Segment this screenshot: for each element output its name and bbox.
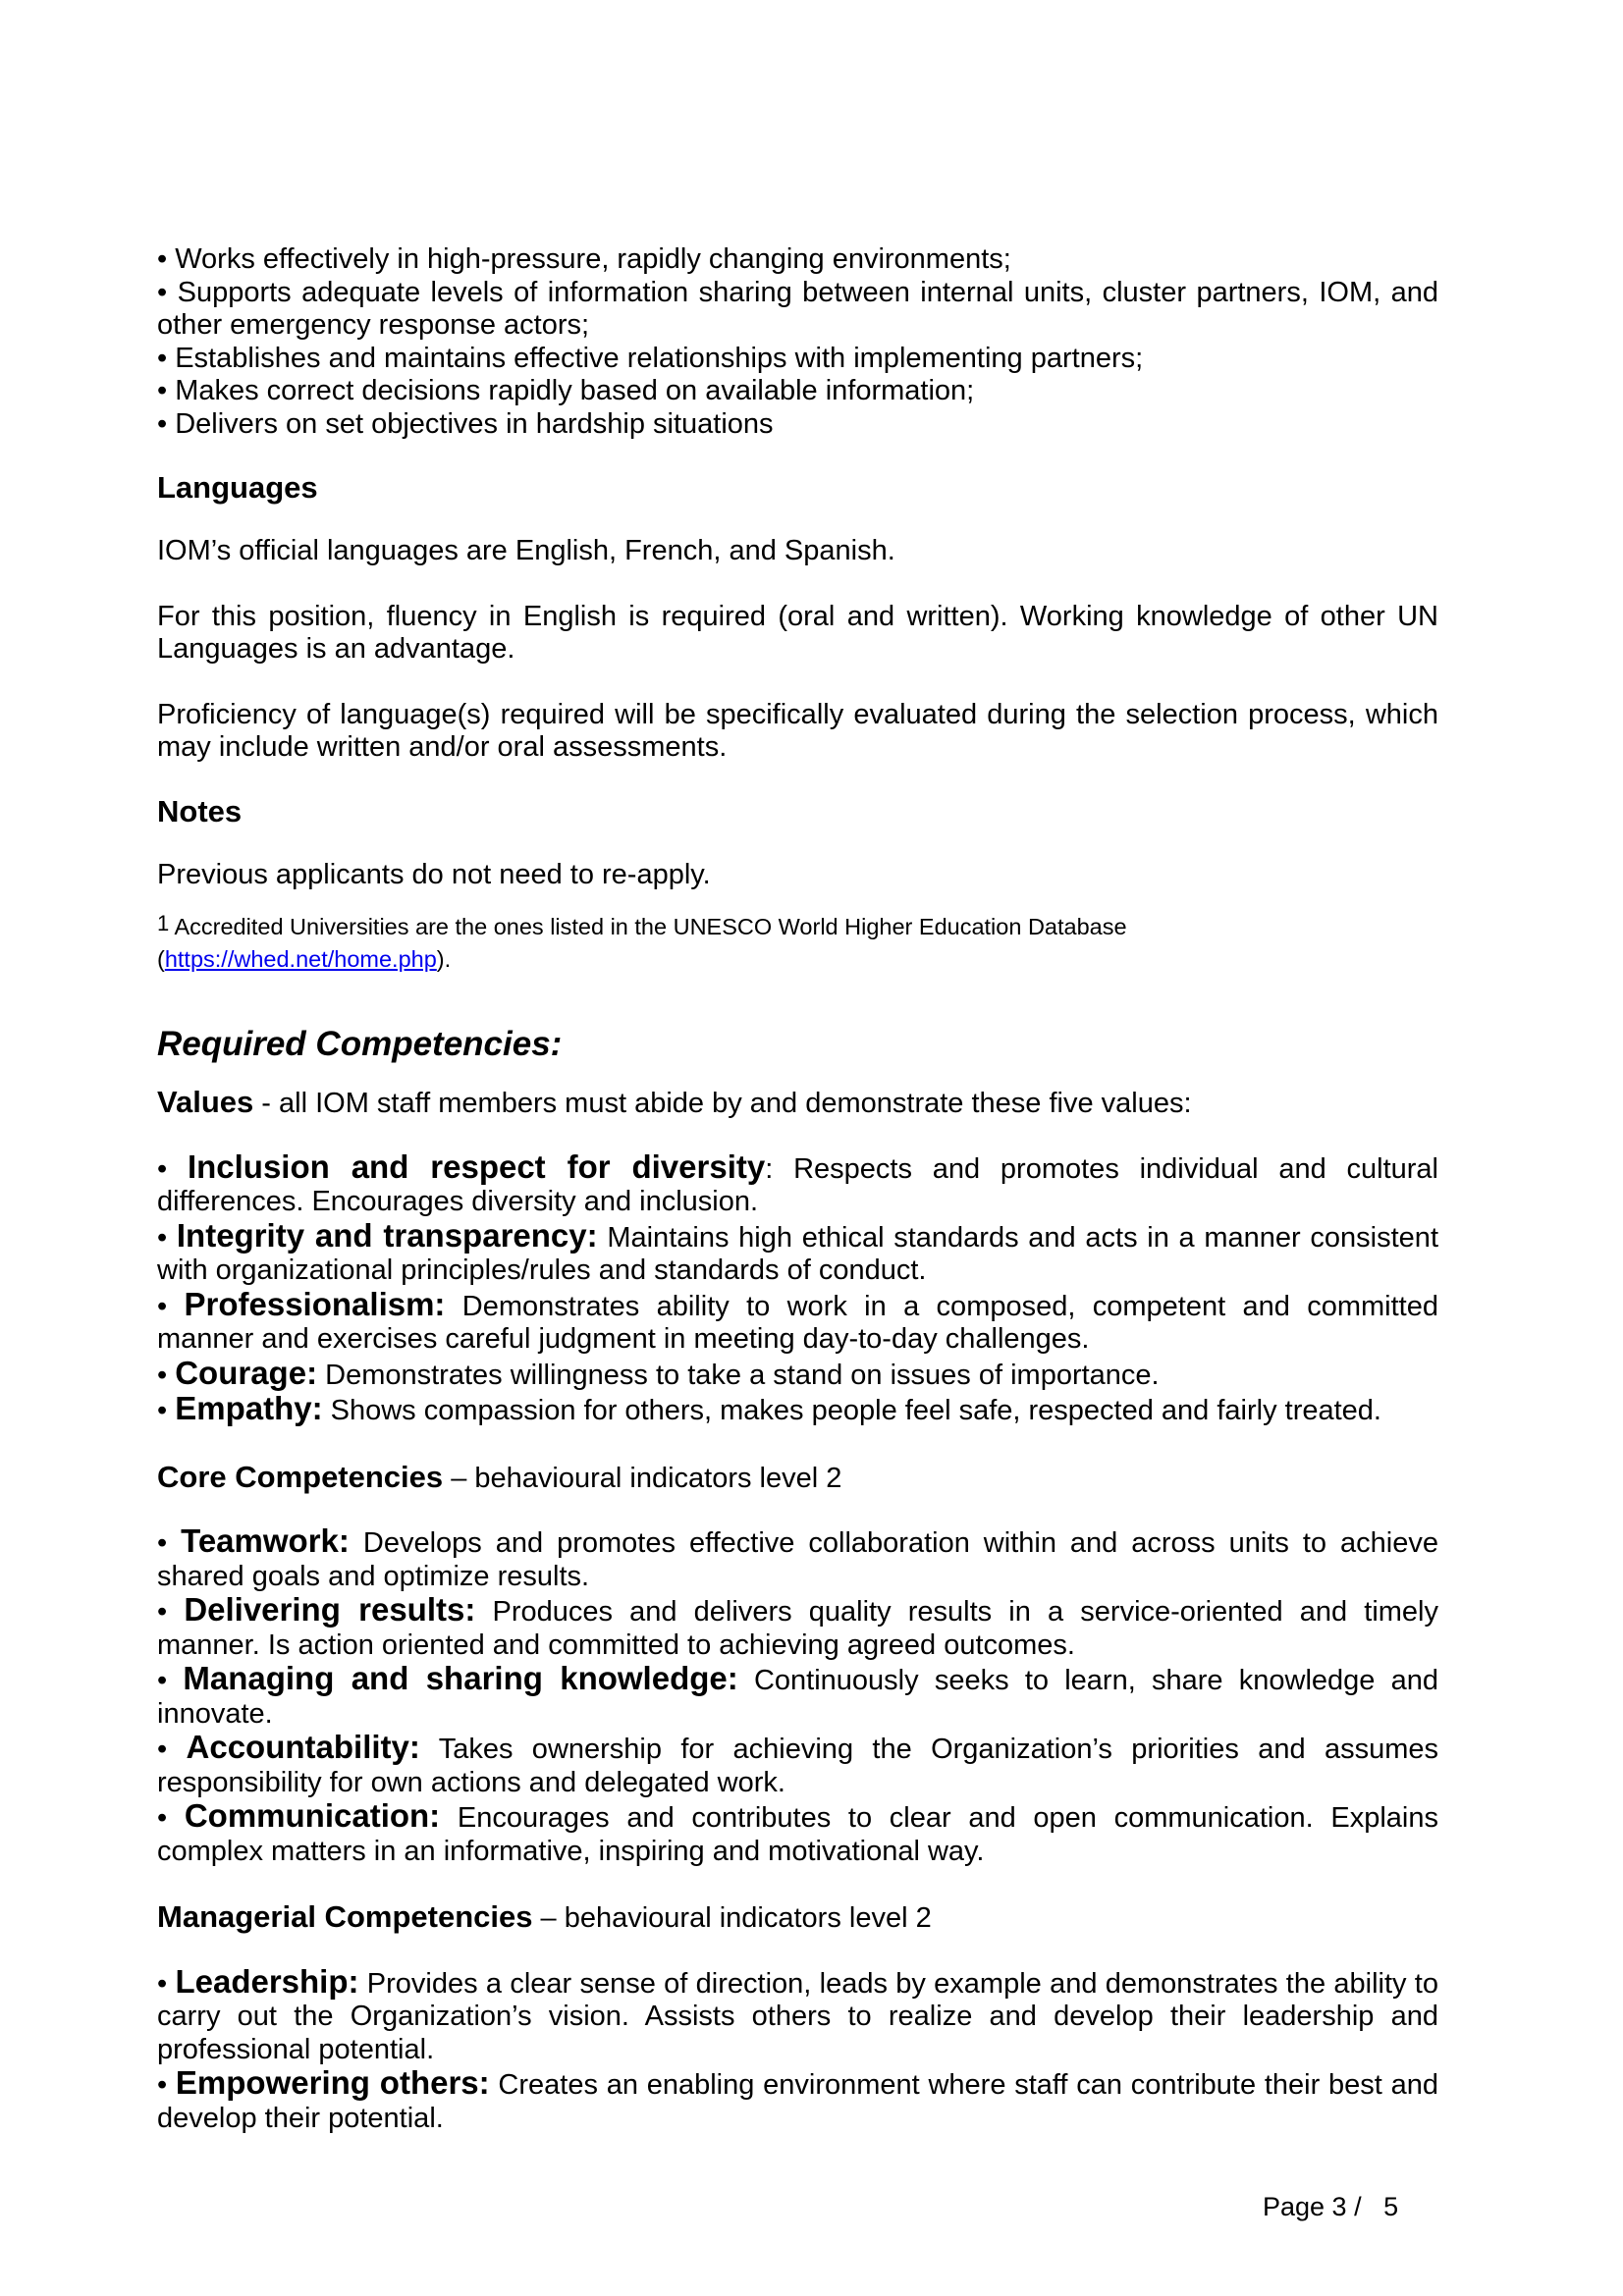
values-title: Values bbox=[157, 1085, 254, 1119]
footnote-open-paren: ( bbox=[157, 946, 165, 972]
bullet: • bbox=[157, 1527, 182, 1559]
languages-paragraph-3: Proficiency of language(s) required will be specifically evaluated during the selection process, which may include written and/or oral assessments. bbox=[157, 698, 1438, 763]
competency-term: Communication: bbox=[184, 1797, 441, 1834]
list-item bbox=[157, 1962, 1438, 2067]
footnote bbox=[157, 911, 1438, 976]
list-item bbox=[157, 1392, 1438, 1428]
languages-paragraph-2: For this position, fluency in English is required (oral and written). Working knowledge of other UN Languages is an advantage. bbox=[157, 600, 1438, 665]
core-competencies-list bbox=[157, 1524, 1438, 1868]
intro-bullet-list bbox=[157, 243, 1438, 441]
competency-text: Provides a clear sense of direction, leads by example and demonstrates the ability to carry out the Organization’s vision. Assists others to realize and develop their leadership and professional potential. bbox=[157, 1967, 1438, 2065]
value-text: Demonstrates willingness to take a stand on issues of importance. bbox=[317, 1359, 1160, 1391]
list-item: • Delivers on set objectives in hardship situations bbox=[157, 407, 774, 440]
list-item: • Supports adequate levels of information sharing between internal units, cluster partners, IOM, and other emergency response actors; bbox=[157, 276, 1438, 341]
competency-term: Accountability: bbox=[186, 1729, 420, 1765]
value-text: Maintains high ethical standards and acts in a manner consistent with organizational principles/rules and standards of conduct. bbox=[157, 1221, 1438, 1286]
list-item bbox=[157, 1285, 1438, 1357]
page-number: Page 3 / 5 bbox=[1263, 2192, 1399, 2221]
competency-term: Empowering others: bbox=[175, 2064, 490, 2101]
footnote-close-paren: ). bbox=[436, 946, 452, 972]
values-list bbox=[157, 1150, 1438, 1428]
value-term: Professionalism: bbox=[184, 1285, 446, 1322]
notes-paragraph: Previous applicants do not need to re-apply. bbox=[157, 858, 711, 890]
languages-heading: Languages bbox=[157, 470, 318, 505]
bullet: • bbox=[157, 1734, 187, 1765]
list-item bbox=[157, 1216, 1438, 1288]
list-item bbox=[157, 1524, 1438, 1593]
bullet: • bbox=[157, 1596, 185, 1628]
list-item: • Establishes and maintains effective relationships with implementing partners; bbox=[157, 342, 1144, 374]
document-page bbox=[157, 243, 1438, 2135]
competency-term: Managing and sharing knowledge: bbox=[183, 1660, 738, 1696]
value-term: Inclusion and respect for diversity bbox=[187, 1148, 766, 1185]
footnote-marker: 1 bbox=[157, 911, 170, 935]
whed-link[interactable]: https://whed.net/home.php bbox=[164, 946, 437, 972]
list-item bbox=[157, 1731, 1438, 1799]
bullet: • bbox=[157, 2069, 176, 2101]
competency-term: Teamwork: bbox=[181, 1522, 350, 1559]
value-term: Integrity and transparency: bbox=[176, 1216, 598, 1254]
list-item bbox=[157, 1354, 1438, 1393]
values-intro-text: - all IOM staff members must abide by and demonstrate these five values: bbox=[253, 1088, 1192, 1119]
list-item bbox=[157, 1662, 1438, 1731]
competency-text: Continuously seeks to learn, share knowledge and innovate. bbox=[157, 1665, 1439, 1730]
bullet: • bbox=[157, 1395, 176, 1426]
competency-term: Leadership: bbox=[175, 1962, 359, 2000]
bullet: • bbox=[157, 1152, 188, 1185]
core-competencies-intro bbox=[157, 1461, 1438, 1496]
managerial-competencies-intro-text: – behavioural indicators level 2 bbox=[532, 1902, 932, 1934]
core-competencies-title: Core Competencies bbox=[157, 1459, 444, 1494]
values-intro bbox=[157, 1086, 1438, 1121]
list-item: • Makes correct decisions rapidly based on available information; bbox=[157, 375, 975, 406]
list-item: • Works effectively in high-pressure, rapidly changing environments; bbox=[157, 243, 1011, 275]
bullet: • bbox=[157, 1967, 176, 2000]
languages-paragraph-1: IOM’s official languages are English, French, and Spanish. bbox=[157, 535, 895, 566]
managerial-competencies-list bbox=[157, 1962, 1438, 2136]
bullet: • bbox=[157, 1359, 176, 1391]
competency-text: Takes ownership for achieving the Organization’s priorities and assumes responsibility for own actions and delegated work. bbox=[157, 1734, 1438, 1798]
list-item bbox=[157, 1593, 1438, 1662]
bullet: • bbox=[157, 1290, 185, 1322]
bullet: • bbox=[157, 1665, 184, 1696]
value-term: Courage: bbox=[175, 1354, 318, 1391]
managerial-competencies-intro bbox=[157, 1900, 1438, 1936]
list-item bbox=[157, 1799, 1438, 1868]
competency-text: Encourages and contributes to clear and open communication. Explains complex matters in an informative, inspiring and motivational way. bbox=[157, 1802, 1438, 1867]
required-competencies-heading: Required Competencies: bbox=[157, 1025, 563, 1063]
list-item bbox=[157, 2066, 1438, 2135]
value-text: Shows compassion for others, makes people feel safe, respected and fairly treated. bbox=[322, 1395, 1381, 1426]
competency-text: Creates an enabling environment where staff can contribute their best and develop their potential. bbox=[157, 2069, 1438, 2134]
competency-term: Delivering results: bbox=[184, 1591, 476, 1628]
core-competencies-intro-text: – behavioural indicators level 2 bbox=[443, 1462, 842, 1494]
bullet: • bbox=[157, 1802, 185, 1834]
value-text: : Respects and promotes individual and cultural differences. Encourages diversity and inclusion. bbox=[157, 1152, 1438, 1217]
bullet: • bbox=[157, 1221, 177, 1254]
list-item bbox=[157, 1150, 1438, 1219]
value-text: Demonstrates ability to work in a composed, competent and committed manner and exercises careful judgment in meeting day-to-day challenges. bbox=[157, 1290, 1438, 1355]
value-term: Empathy: bbox=[175, 1390, 323, 1426]
managerial-competencies-title: Managerial Competencies bbox=[157, 1899, 533, 1934]
footnote-text: Accredited Universities are the ones listed in the UNESCO World Higher Education Database bbox=[174, 914, 1127, 939]
competency-text: Produces and delivers quality results in a service-oriented and timely manner. Is action oriented and committed to achieving agreed outcomes. bbox=[157, 1596, 1438, 1661]
competency-text: Develops and promotes effective collaboration within and across units to achieve shared goals and optimize results. bbox=[157, 1527, 1438, 1592]
notes-heading: Notes bbox=[157, 793, 243, 828]
